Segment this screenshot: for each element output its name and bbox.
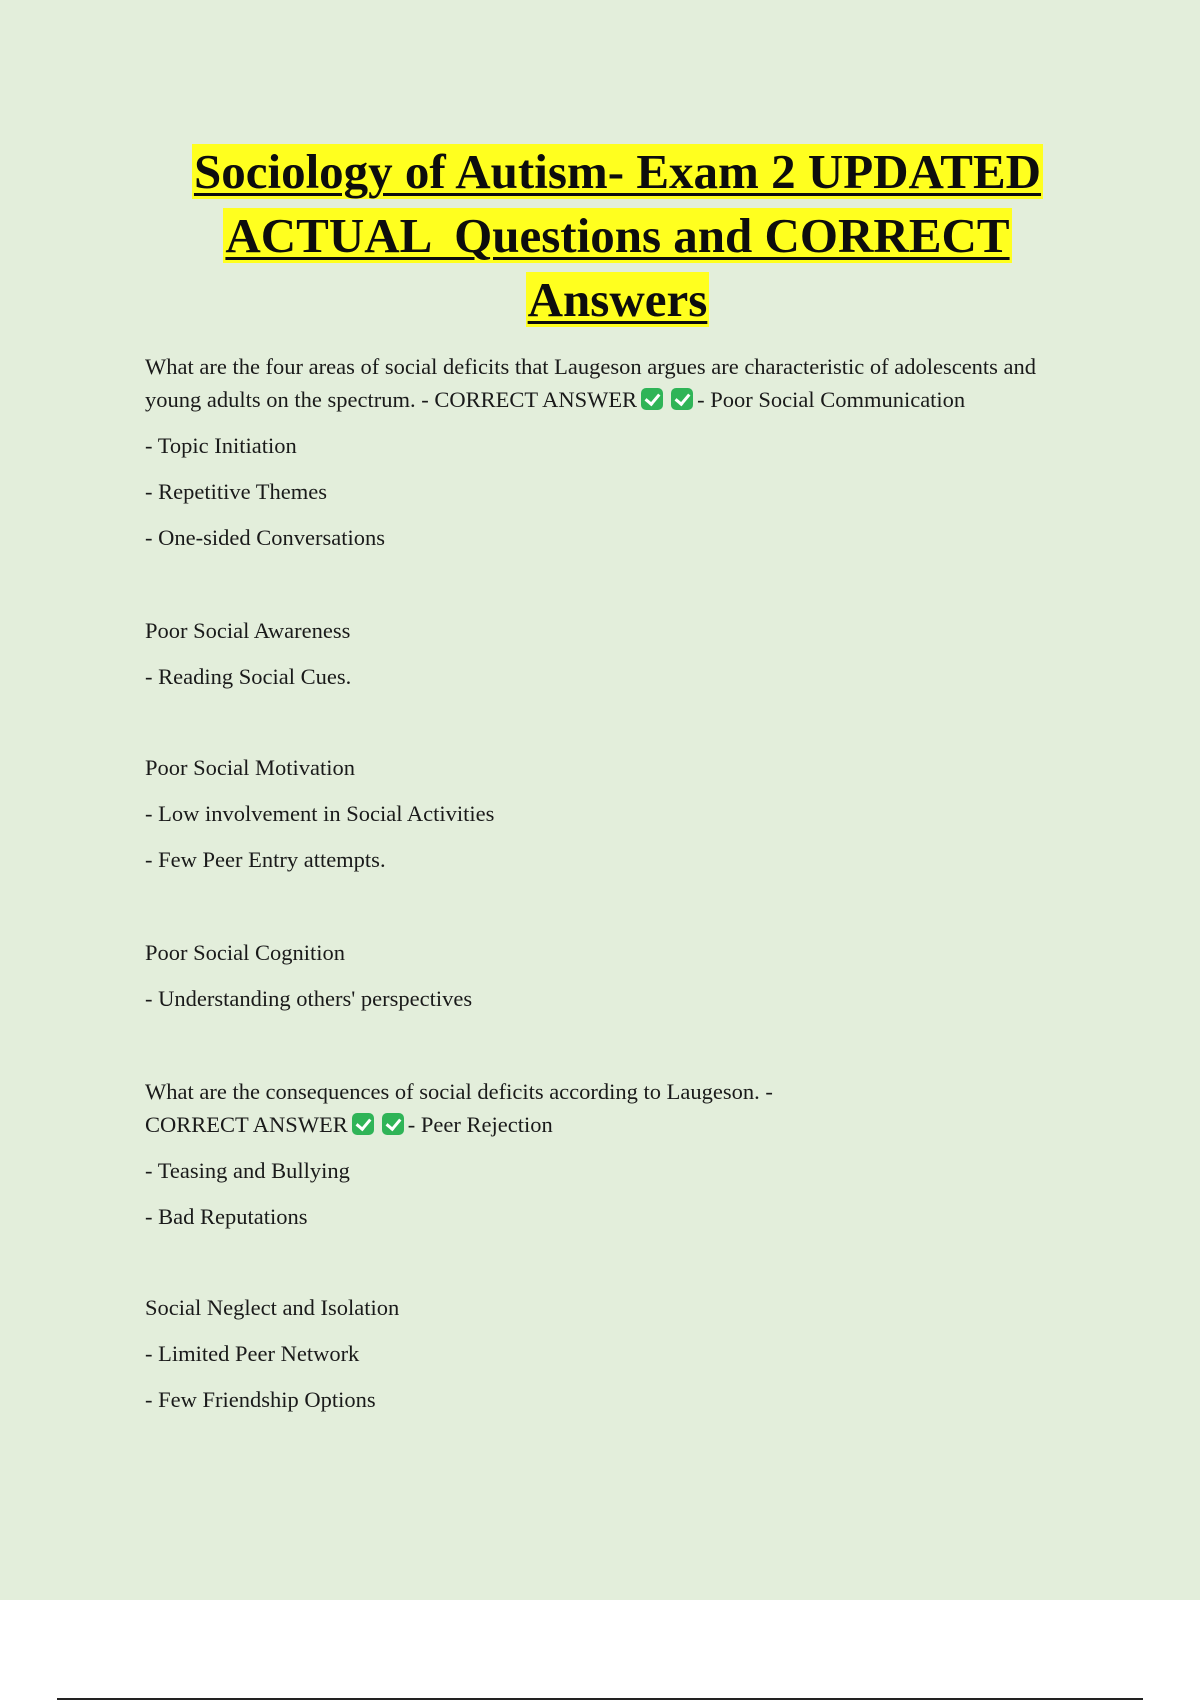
check-mark-icon [382,1113,404,1135]
document-title [145,140,1090,332]
answer-line: - Topic Initiation [145,433,297,458]
answer-line: - Reading Social Cues. [145,664,352,689]
check-mark-icon [641,388,663,410]
check-mark-icon [671,388,693,410]
answer-line: - Repetitive Themes [145,479,328,504]
answer-line: - Understanding others' perspectives [145,986,473,1011]
question-1 [145,350,1090,416]
check-mark-icon [352,1113,374,1135]
answer-line: - Low involvement in Social Activities [145,801,495,826]
title-line-1: Sociology of Autism- Exam 2 UPDATED [193,144,1042,199]
title-line-3: Answers [527,272,708,327]
answer-heading: Social Neglect and Isolation [145,1295,400,1320]
answer-line: - Bad Reputations [145,1204,308,1229]
document-content [145,350,1090,1416]
answer-line: - Limited Peer Network [145,1341,360,1366]
title-line-2: ACTUAL Questions and CORRECT [225,208,1010,263]
question-2 [145,1075,785,1141]
answer-heading: Poor Social Motivation [145,755,355,780]
question-1-text: What are the four areas of social deficits that Laugeson argues are characteristic of adolescents and young adults on the spectrum. - CORRECT ANSWER [145,354,1037,412]
question-2-text: What are the consequences of social deficits according to Laugeson. - CORRECT ANSWER [145,1079,773,1137]
question-2-first-answer: - Peer Rejection [407,1112,553,1137]
title-block [145,140,1090,332]
answer-heading: Poor Social Awareness [145,618,351,643]
answer-line: - One-sided Conversations [145,525,385,550]
answer-line: - Few Peer Entry attempts. [145,847,386,872]
question-1-first-answer: - Poor Social Communication [697,387,966,412]
answer-line: - Few Friendship Options [145,1387,376,1412]
answer-line: - Teasing and Bullying [145,1158,350,1183]
answer-heading: Poor Social Cognition [145,940,346,965]
